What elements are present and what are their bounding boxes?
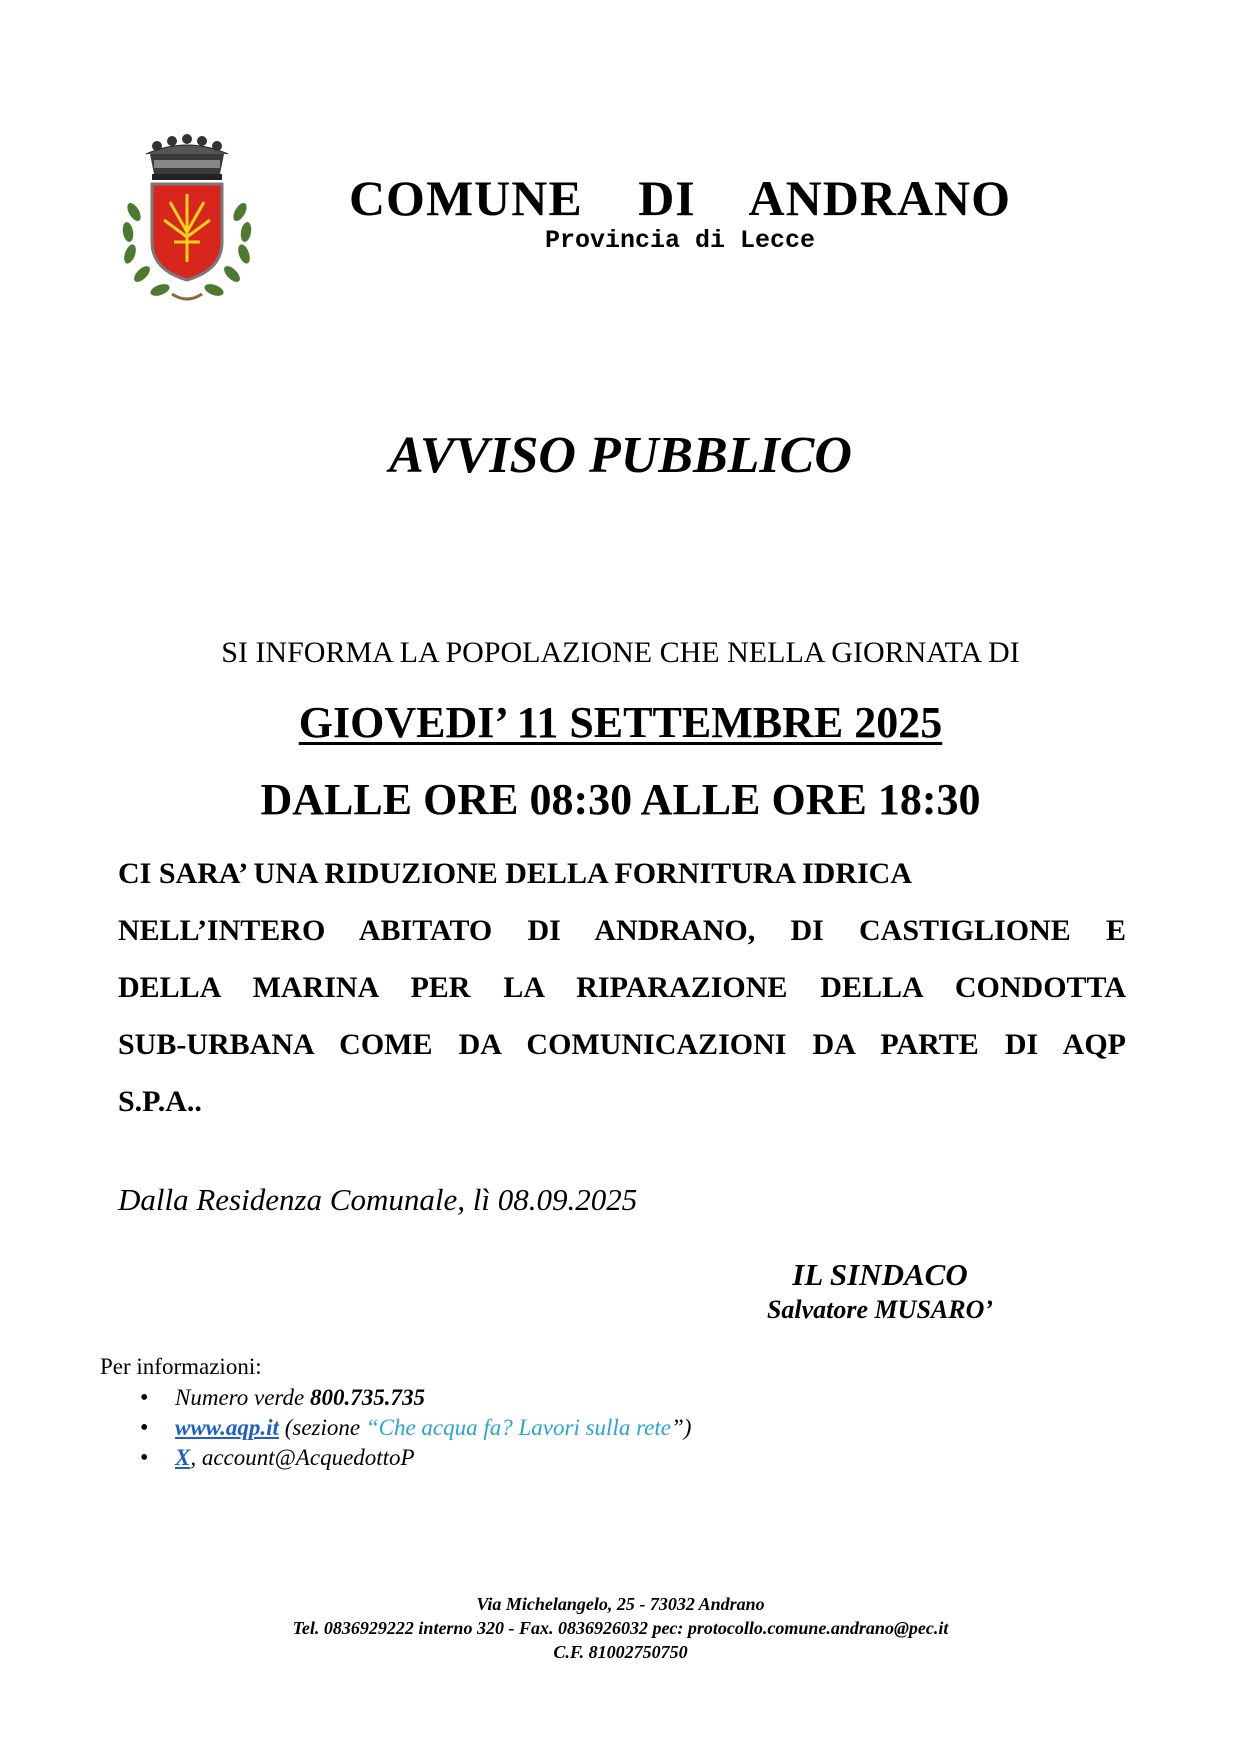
info-label: Per informazioni:: [100, 1354, 262, 1379]
province-subtitle: Provincia di Lecce: [544, 226, 816, 255]
website-section-quote: “Che acqua fa? Lavori sulla rete: [365, 1415, 671, 1440]
municipality-title: COMUNE DI ANDRANO: [348, 170, 1012, 226]
notice-body-line: SUB-URBANA COME DA COMUNICAZIONI DA PARTE DI AQP: [118, 1028, 1126, 1061]
info-item-social: [140, 1443, 740, 1473]
phone-prefix: Numero verde: [175, 1385, 310, 1410]
website-mid-text: (sezione: [278, 1415, 366, 1440]
footer-contacts: Tel. 0836929222 interno 320 - Fax. 0836926032 pec: protocollo.comune.andrano@pec.it: [292, 1618, 949, 1638]
mayor-title: IL SINDACO: [792, 1257, 968, 1292]
notice-date-text: GIOVEDI’ 11 SETTEMBRE 2025: [298, 698, 943, 747]
aqp-website-link[interactable]: www.aqp.it: [175, 1415, 279, 1440]
notice-intro: SI INFORMA LA POPOLAZIONE CHE NELLA GIORNATA DI: [221, 636, 1020, 669]
notice-date: [0, 696, 1241, 750]
place-and-date: Dalla Residenza Comunale, lì 08.09.2025: [118, 1182, 638, 1217]
x-social-link[interactable]: X: [175, 1445, 191, 1470]
notice-title: AVVISO PUBBLICO: [389, 427, 852, 484]
info-item-phone: [140, 1383, 740, 1413]
notice-body: [118, 845, 1126, 1130]
andrano-coat-of-arms-icon: [112, 132, 262, 310]
info-item-website: [140, 1413, 740, 1443]
info-list: [140, 1383, 740, 1473]
mayor-name: Salvatore MUSARO’: [766, 1295, 994, 1324]
social-account-text: , account@AcquedottoP: [190, 1445, 415, 1470]
notice-body-line: NELL’INTERO ABITATO DI ANDRANO, DI CASTIGLIONE E: [118, 914, 1126, 947]
notice-body-line: DELLA MARINA PER LA RIPARAZIONE DELLA CONDOTTA: [118, 971, 1126, 1004]
footer: [0, 1592, 1241, 1664]
footer-address: Via Michelangelo, 25 - 73032 Andrano: [476, 1594, 765, 1614]
footer-tax-code: C.F. 81002750750: [553, 1642, 688, 1662]
notice-body-line: CI SARA’ UNA RIDUZIONE DELLA FORNITURA IDRICA: [118, 857, 912, 890]
notice-body-line: S.P.A..: [118, 1085, 202, 1118]
website-end-text: ”): [671, 1415, 692, 1440]
notice-time: DALLE ORE 08:30 ALLE ORE 18:30: [260, 775, 981, 824]
toll-free-number: 800.735.735: [309, 1385, 425, 1410]
